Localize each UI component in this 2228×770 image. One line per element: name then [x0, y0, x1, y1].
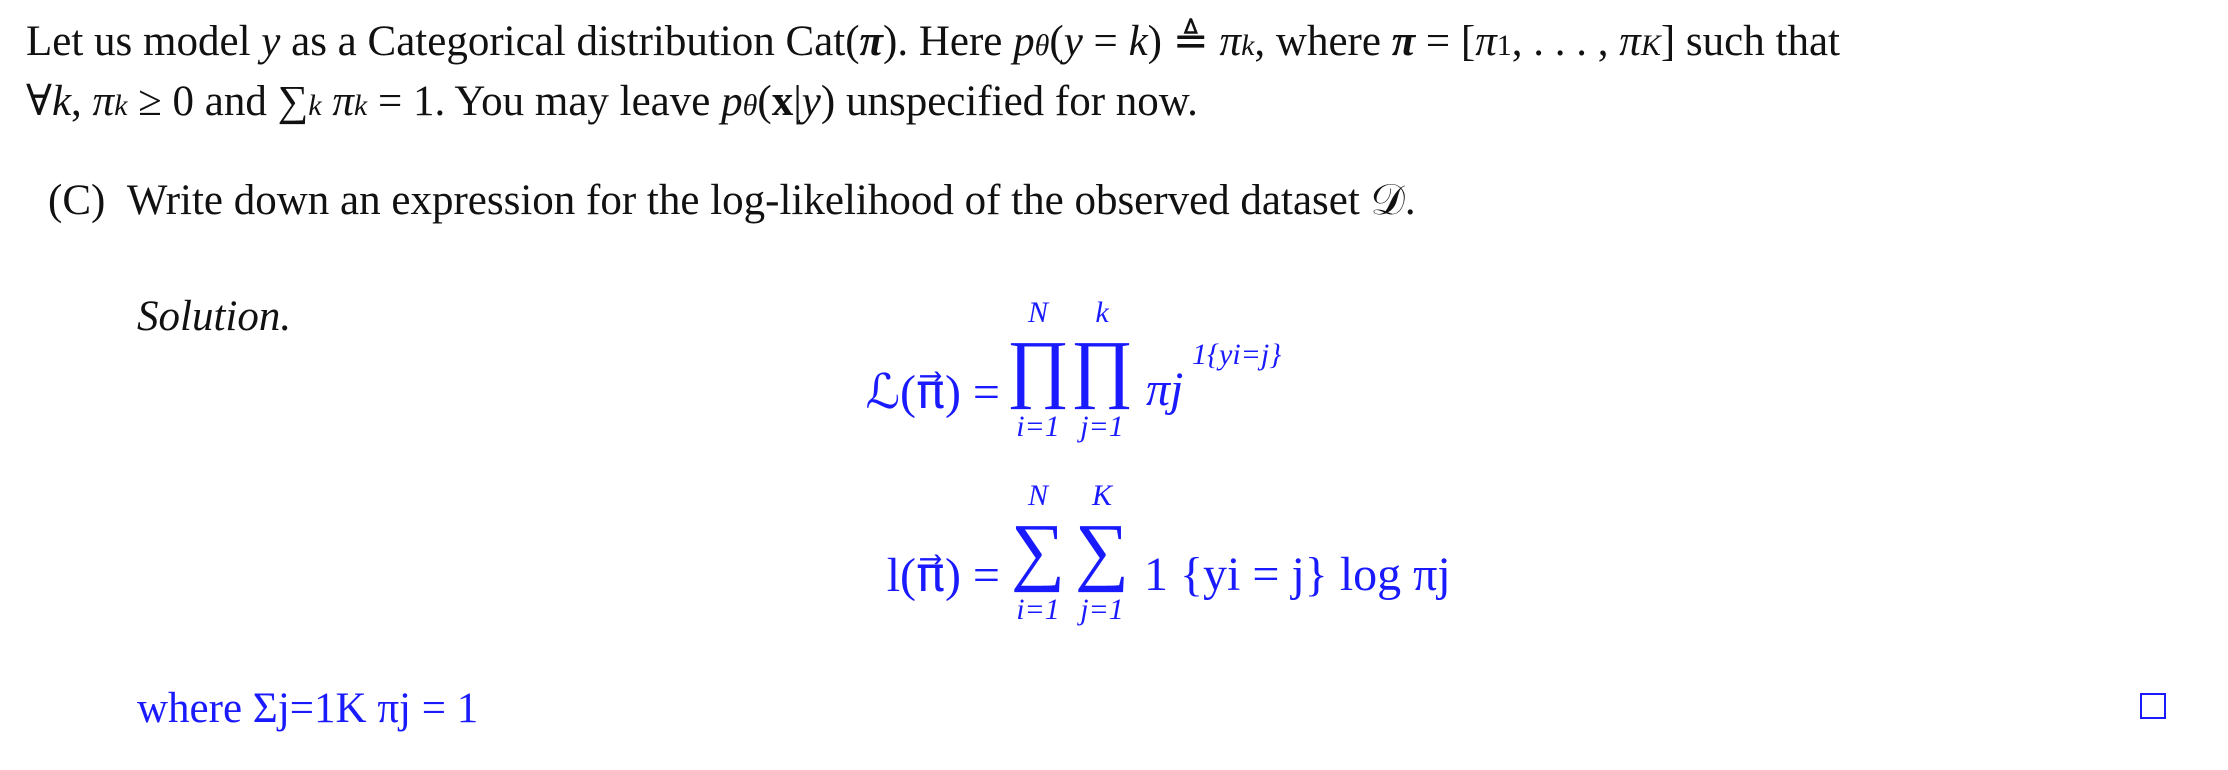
outer-product-upper: N	[1027, 296, 1048, 329]
likelihood-lhs: ℒ(π⃗) =	[865, 366, 1000, 419]
likelihood-rhs	[1006, 296, 1282, 443]
inner-product-lower: j=1	[1080, 410, 1124, 443]
sum-symbol: ∑	[1010, 509, 1066, 593]
log-likelihood-lhs: l(π⃗) =	[886, 549, 1000, 602]
problem-line-1: Let us model y as a Categorical distribution Cat(π). Here pθ(y = k) ≜ πk, where π = [π1, . . . , πK] such that	[26, 18, 1840, 65]
inner-sum	[1070, 479, 1134, 626]
qed-square-icon	[2140, 693, 2166, 719]
outer-sum-upper: N	[1027, 479, 1048, 512]
question-label: (C)	[48, 177, 106, 224]
inner-sum-upper: K	[1091, 479, 1112, 512]
likelihood-term: πj	[1146, 363, 1184, 416]
question-c	[48, 173, 1416, 229]
outer-product	[1006, 296, 1070, 443]
sum-symbol-2: ∑	[1074, 509, 1130, 593]
log-likelihood-rhs	[1006, 479, 1451, 626]
problem-line-2: ∀k, πk ≥ 0 and ∑k πk = 1. You may leave pθ(x|y) unspecified for now.	[26, 78, 1198, 125]
question-text: Write down an expression for the log-likelihood of the observed dataset 𝒟.	[126, 177, 1416, 224]
log-likelihood-term: 1 {yi = j} log πj	[1144, 548, 1451, 601]
solution-label: Solution.	[137, 293, 292, 340]
outer-sum	[1006, 479, 1070, 626]
product-symbol-2: ∏	[1070, 326, 1134, 410]
likelihood-exponent: 1{yi=j}	[1192, 338, 1282, 371]
inner-product-upper: k	[1095, 296, 1109, 329]
constraint-text: where Σj=1K πj = 1	[137, 685, 479, 732]
product-symbol: ∏	[1006, 326, 1070, 410]
inner-product	[1070, 296, 1134, 443]
inner-sum-lower: j=1	[1080, 593, 1124, 626]
outer-product-lower: i=1	[1016, 410, 1060, 443]
outer-sum-lower: i=1	[1016, 593, 1060, 626]
problem-statement	[26, 14, 2196, 134]
